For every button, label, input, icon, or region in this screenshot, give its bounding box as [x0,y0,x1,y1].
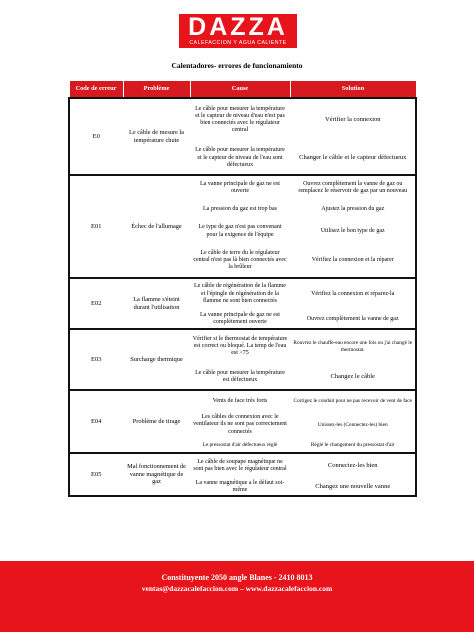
table-row [69,98,416,142]
problem-text: Échec de l'allumage [123,175,190,278]
problem-text: Problème de tirage [123,390,190,453]
brand-logo [179,14,297,48]
problem-text: Mal fonctionnement de vanne magnétique de gaz [123,453,190,496]
error-code: E03 [69,329,123,390]
solution-text: Réglé le changement du pressostat d'air [290,438,416,453]
table-row [69,278,416,310]
cause-text: Le câble de soupape magnétique ne sont pas bien avec le régulateur central [190,453,290,478]
table-row [69,453,416,478]
error-table [68,80,417,497]
solution-text: Rouvrez le chauffe-eau encore une fois ou j'ai changé le thermostat. [290,329,416,364]
error-code: E01 [69,175,123,278]
cause-text: Vents de face très forts [190,390,290,412]
cause-text: Le type de gaz n'est pas convenant pour la exigence de l'équipe [190,219,290,244]
error-code: E05 [69,453,123,496]
table-header [69,81,416,99]
brand-name: DAZZA [188,13,288,41]
solution-text: Ouvrez complètement la vanne de gaz [290,310,416,329]
cause-text: Les câbles de connexion avec le ventilateur ils ne sont pas correctement connectés [190,412,290,438]
cause-text: La vanne principale de gaz ne est complètement ouverte [190,310,290,329]
brand-tagline: CALEFACCION Y AGUA CALIENTE [189,40,287,46]
solution-text: Unissez-les (Connectez-les) bien [290,412,416,438]
table-row [69,175,416,201]
cause-text: Le câble pour mesurer la température et le capteur de niveau de l'eau sont défectueux [190,142,290,175]
error-code: E02 [69,278,123,329]
solution-text: Vérifiez la connexion et réparez-la [290,278,416,310]
solution-text: Utilisez le bon type de gaz [290,219,416,244]
footer-address: Constituyente 2050 angle Blanes - 2410 8013 [161,573,313,582]
solution-text: Ajustez la pression du gaz [290,201,416,219]
solution-text: Ouvrez complètement la vanne de gaz ou remplacez le réservoir de gaz par un nouveau [290,175,416,201]
problem-text: La flamme s'éteint durant l'utilisation [123,278,190,329]
solution-text: Vérifiez la connexion et la réparer [290,244,416,278]
cause-text: La pression du gaz est trop bas [190,201,290,219]
solution-text: Changez le câble [290,364,416,390]
solution-text: Connectez-les bien [290,453,416,478]
solution-text: Changer le câble et le capteur défectueux [290,142,416,175]
header-problem: Problème [123,81,190,99]
error-code: E0 [69,98,123,175]
cause-text: Le câble pour mesurer la température et le capteur de niveau d'eau n'est pas bien connectés avec le régulateur central [190,98,290,142]
problem-text: Le câble de mesure la température chute [123,98,190,175]
cause-text: Vérifier si le thermostat de température est correct ou bloqué. La temp de l'eau est >75 [190,329,290,364]
solution-text: Corrigez le conduit pour ne pas recevoir de vent de face [290,390,416,412]
header-cause: Cause [190,81,290,99]
cause-text: Le câble de régénération de la flamme et l'épingle de régénération de la flamme ne sont bien connectés [190,278,290,310]
cause-text: La vanne principale de gaz ne est ouverte [190,175,290,201]
error-code: E04 [69,390,123,453]
solution-text: Vérifier la connexion [290,98,416,142]
table-row [69,390,416,412]
cause-text: Le pressostat d'air défectueux réglé [190,438,290,453]
problem-text: Surcharge thermique [123,329,190,390]
cause-text: Le câble de terre du le régulateur central n'est pas là bien connectés avec la brûleur [190,244,290,278]
table-row [69,329,416,364]
solution-text: Changez une nouvelle vanne [290,478,416,496]
footer-contact: ventas@dazzacalefaccion.com – www.dazzacalefaccion.com [141,584,333,593]
page-title: Calentadores- errores de funcionamiento [171,61,303,70]
header-code: Code de erreur [69,81,123,99]
contact-footer [0,561,474,632]
header-solution: Solution [290,81,416,99]
cause-text: La vanne magnétique a le défaut soi-même [190,478,290,496]
cause-text: Le câble pour mesurer la température est défectueux [190,364,290,390]
